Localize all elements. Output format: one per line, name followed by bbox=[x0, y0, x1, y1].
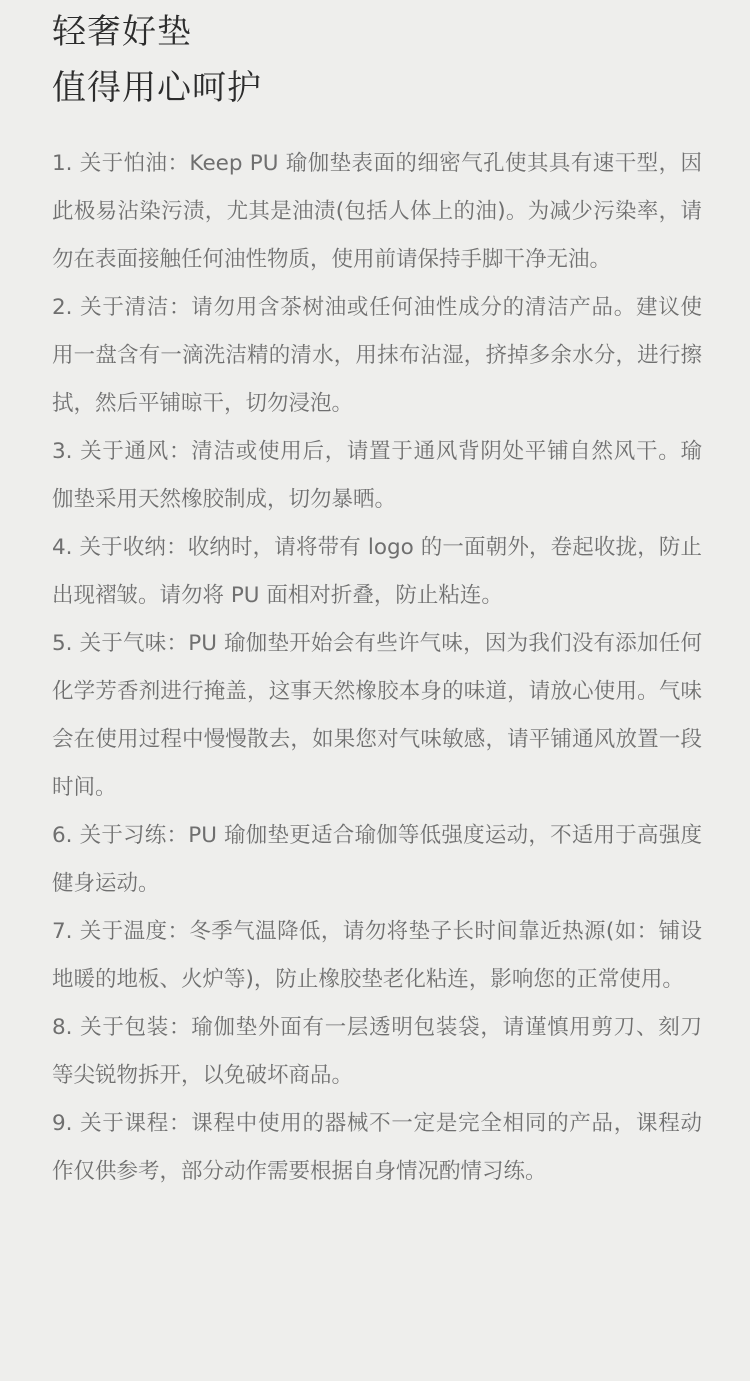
care-notes-list bbox=[52, 140, 702, 1196]
headline-line-2: 值得用心呵护 bbox=[52, 68, 262, 108]
care-note-course: 9. 关于课程：课程中使用的器械不一定是完全相同的产品，课程动作仅供参考，部分动作需要根据自身情况酌情习练。 bbox=[52, 1111, 702, 1184]
care-note-packaging: 8. 关于包装：瑜伽垫外面有一层透明包装袋，请谨慎用剪刀、刻刀等尖锐物拆开，以免破坏商品。 bbox=[52, 1015, 702, 1088]
care-note-oil: 1. 关于怕油：Keep PU 瑜伽垫表面的细密气孔使其具有速干型，因此极易沾染污渍，尤其是油渍(包括人体上的油)。为减少污染率，请勿在表面接触任何油性物质，使用前请保持手脚干净无油。 bbox=[52, 151, 702, 272]
care-note-ventilation: 3. 关于通风：清洁或使用后，请置于通风背阴处平铺自然风干。瑜伽垫采用天然橡胶制成，切勿暴晒。 bbox=[52, 439, 702, 512]
care-note-practice: 6. 关于习练：PU 瑜伽垫更适合瑜伽等低强度运动，不适用于高强度健身运动。 bbox=[52, 823, 702, 896]
headline-line-1: 轻奢好垫 bbox=[52, 12, 192, 52]
care-note-odor: 5. 关于气味：PU 瑜伽垫开始会有些许气味，因为我们没有添加任何化学芳香剂进行掩盖，这事天然橡胶本身的味道，请放心使用。气味会在使用过程中慢慢散去，如果您对气味敏感，请平铺通风放置一段时间。 bbox=[52, 631, 702, 800]
care-note-cleaning: 2. 关于清洁：请勿用含茶树油或任何油性成分的清洁产品。建议使用一盘含有一滴洗洁精的清水，用抹布沾湿，挤掉多余水分，进行擦拭，然后平铺晾干，切勿浸泡。 bbox=[52, 295, 702, 416]
care-note-storage: 4. 关于收纳：收纳时，请将带有 logo 的一面朝外，卷起收拢，防止出现褶皱。请勿将 PU 面相对折叠，防止粘连。 bbox=[52, 535, 702, 608]
care-note-temperature: 7. 关于温度：冬季气温降低，请勿将垫子长时间靠近热源(如：铺设地暖的地板、火炉等)，防止橡胶垫老化粘连，影响您的正常使用。 bbox=[52, 919, 702, 992]
headline bbox=[52, 0, 702, 116]
